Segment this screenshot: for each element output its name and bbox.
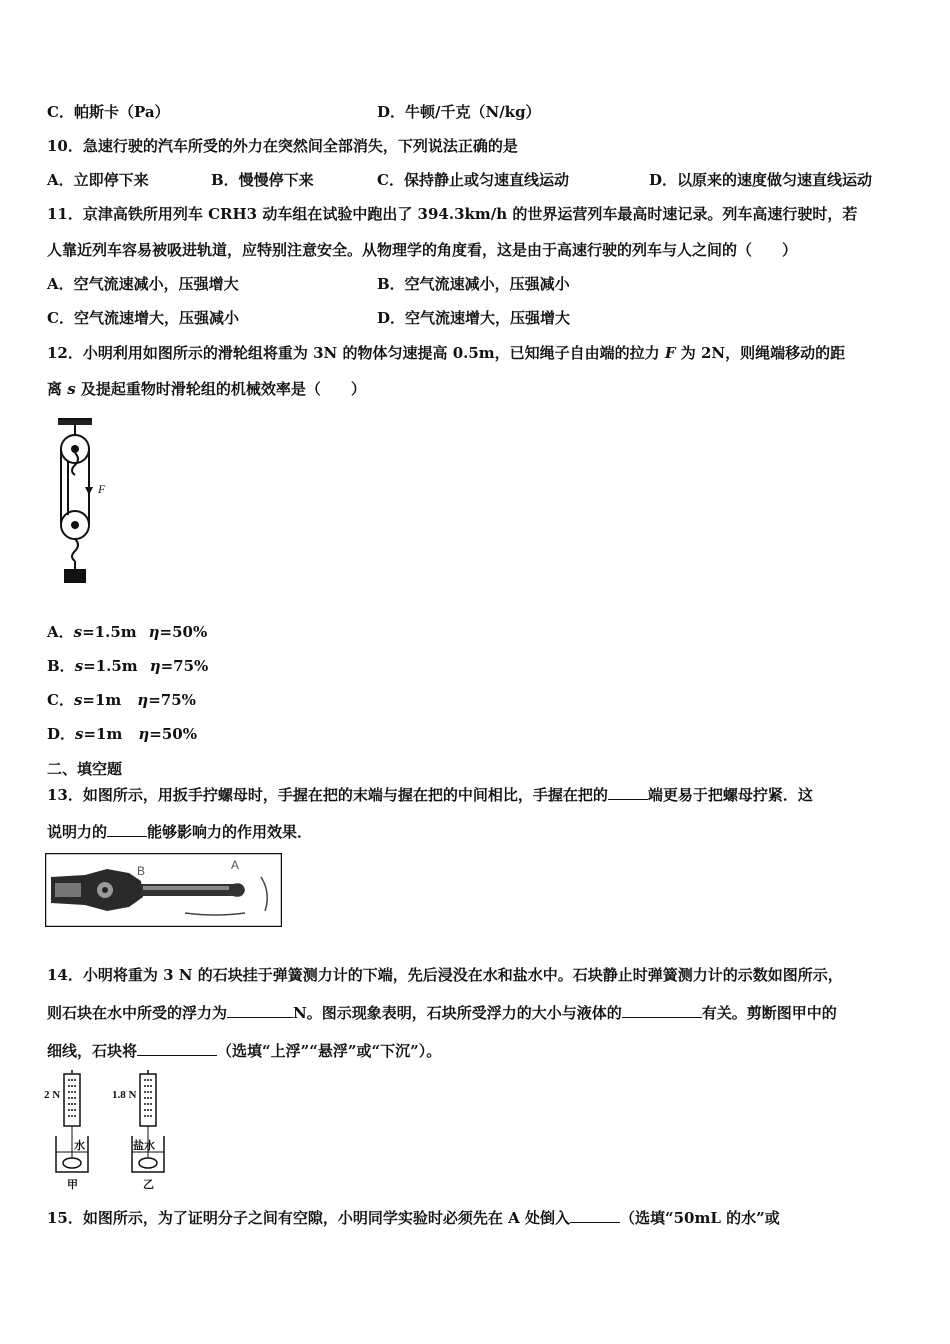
q12-option-a: A．s=1.5m η=50% [47,623,208,641]
q10-option-d: D．以原来的速度做匀速直线运动 [649,171,873,189]
pulley-system-figure [40,415,130,590]
q12-option-b: B．s=1.5m η=75% [47,657,209,675]
q10-option-a: A．立即停下来 [47,171,149,189]
q10-option-b: B．慢慢停下来 [211,171,314,189]
q11-option-a: A．空气流速减小，压强增大 [47,275,239,293]
force-label: F [98,482,106,496]
q13-blank-1[interactable] [608,784,648,800]
q14-blank-3[interactable] [137,1040,217,1056]
q9-option-c: C．帕斯卡（Pa） [47,103,170,121]
q12-option-d: D．s=1m η=50% [47,725,197,743]
q14-blank-1[interactable] [227,1002,293,1018]
wrench-figure [45,853,282,927]
right-stone [139,1158,157,1168]
q13-line1: 13．如图所示，用扳手拧螺母时，手握在把的末端与握在把的中间相比，手握在把的 端更易于把螺母拧紧．这 [47,786,813,804]
q12-option-c: C．s=1m η=75% [47,691,196,709]
q11-option-b: B．空气流速减小，压强减小 [377,275,570,293]
q14-line2: 则石块在水中所受的浮力为 N。图示现象表明，石块所受浮力的大小与液体的 有关。剪断图甲中的 [47,1004,837,1022]
q12-stem-line2: 离 s 及提起重物时滑轮组的机械效率是（ ） [47,380,366,398]
left-liquid-label: 水 [74,1139,85,1152]
spring-scale-figure [40,1068,195,1193]
q14-blank-2[interactable] [622,1002,702,1018]
left-scale-reading: 2 N [44,1089,61,1101]
point-b-label: B [137,864,146,878]
q11-stem-line1: 11．京津高铁所用列车 CRH3 动车组在试验中跑出了 394.3km/h 的世界运营列车最高时速记录。列车高速行驶时，若 [47,205,858,223]
q15-blank-1[interactable] [570,1207,620,1223]
q11-option-d: D．空气流速增大，压强增大 [377,309,571,327]
left-caption: 甲 [67,1178,78,1191]
q10-option-c: C．保持静止或匀速直线运动 [377,171,569,189]
left-stone [63,1158,81,1168]
q15-line1: 15．如图所示，为了证明分子之间有空隙，小明同学实验时必须先在 A 处倒入 （选填“50mL 的水”或 [47,1209,780,1227]
right-scale-reading: 1.8 N [112,1089,137,1101]
weight-block [64,569,86,583]
q11-option-c: C．空气流速增大，压强减小 [47,309,239,327]
q12-stem-line1: 12．小明利用如图所示的滑轮组将重为 3N 的物体匀速提高 0.5m，已知绳子自由端的拉力 F 为 2N，则绳端移动的距 [47,344,846,362]
q9-option-d: D．牛顿/千克（N/kg） [377,103,541,121]
right-spring-scale [140,1074,156,1126]
point-a-label: A [231,858,240,872]
q14-line3: 细线，石块将 （选填“上浮”“悬浮”或“下沉”）。 [47,1042,442,1060]
right-liquid-label: 盐水 [133,1139,155,1152]
left-spring-scale [64,1074,80,1126]
q13-line2: 说明力的 能够影响力的作用效果． [47,823,313,841]
right-caption: 乙 [143,1178,154,1191]
q14-line1: 14．小明将重为 3 N 的石块挂于弹簧测力计的下端，先后浸没在水和盐水中。石块静止时弹簧测力计的示数如图所示， [47,966,843,984]
section-title: 二、填空题 [47,760,123,778]
q13-blank-2[interactable] [107,821,147,837]
q11-stem-line2: 人靠近列车容易被吸进轨道，应特别注意安全。从物理学的角度看，这是由于高速行驶的列车与人之间的（ ） [47,241,798,259]
q10-stem: 10．急速行驶的汽车所受的外力在突然间全部消失，下列说法正确的是 [47,137,518,155]
